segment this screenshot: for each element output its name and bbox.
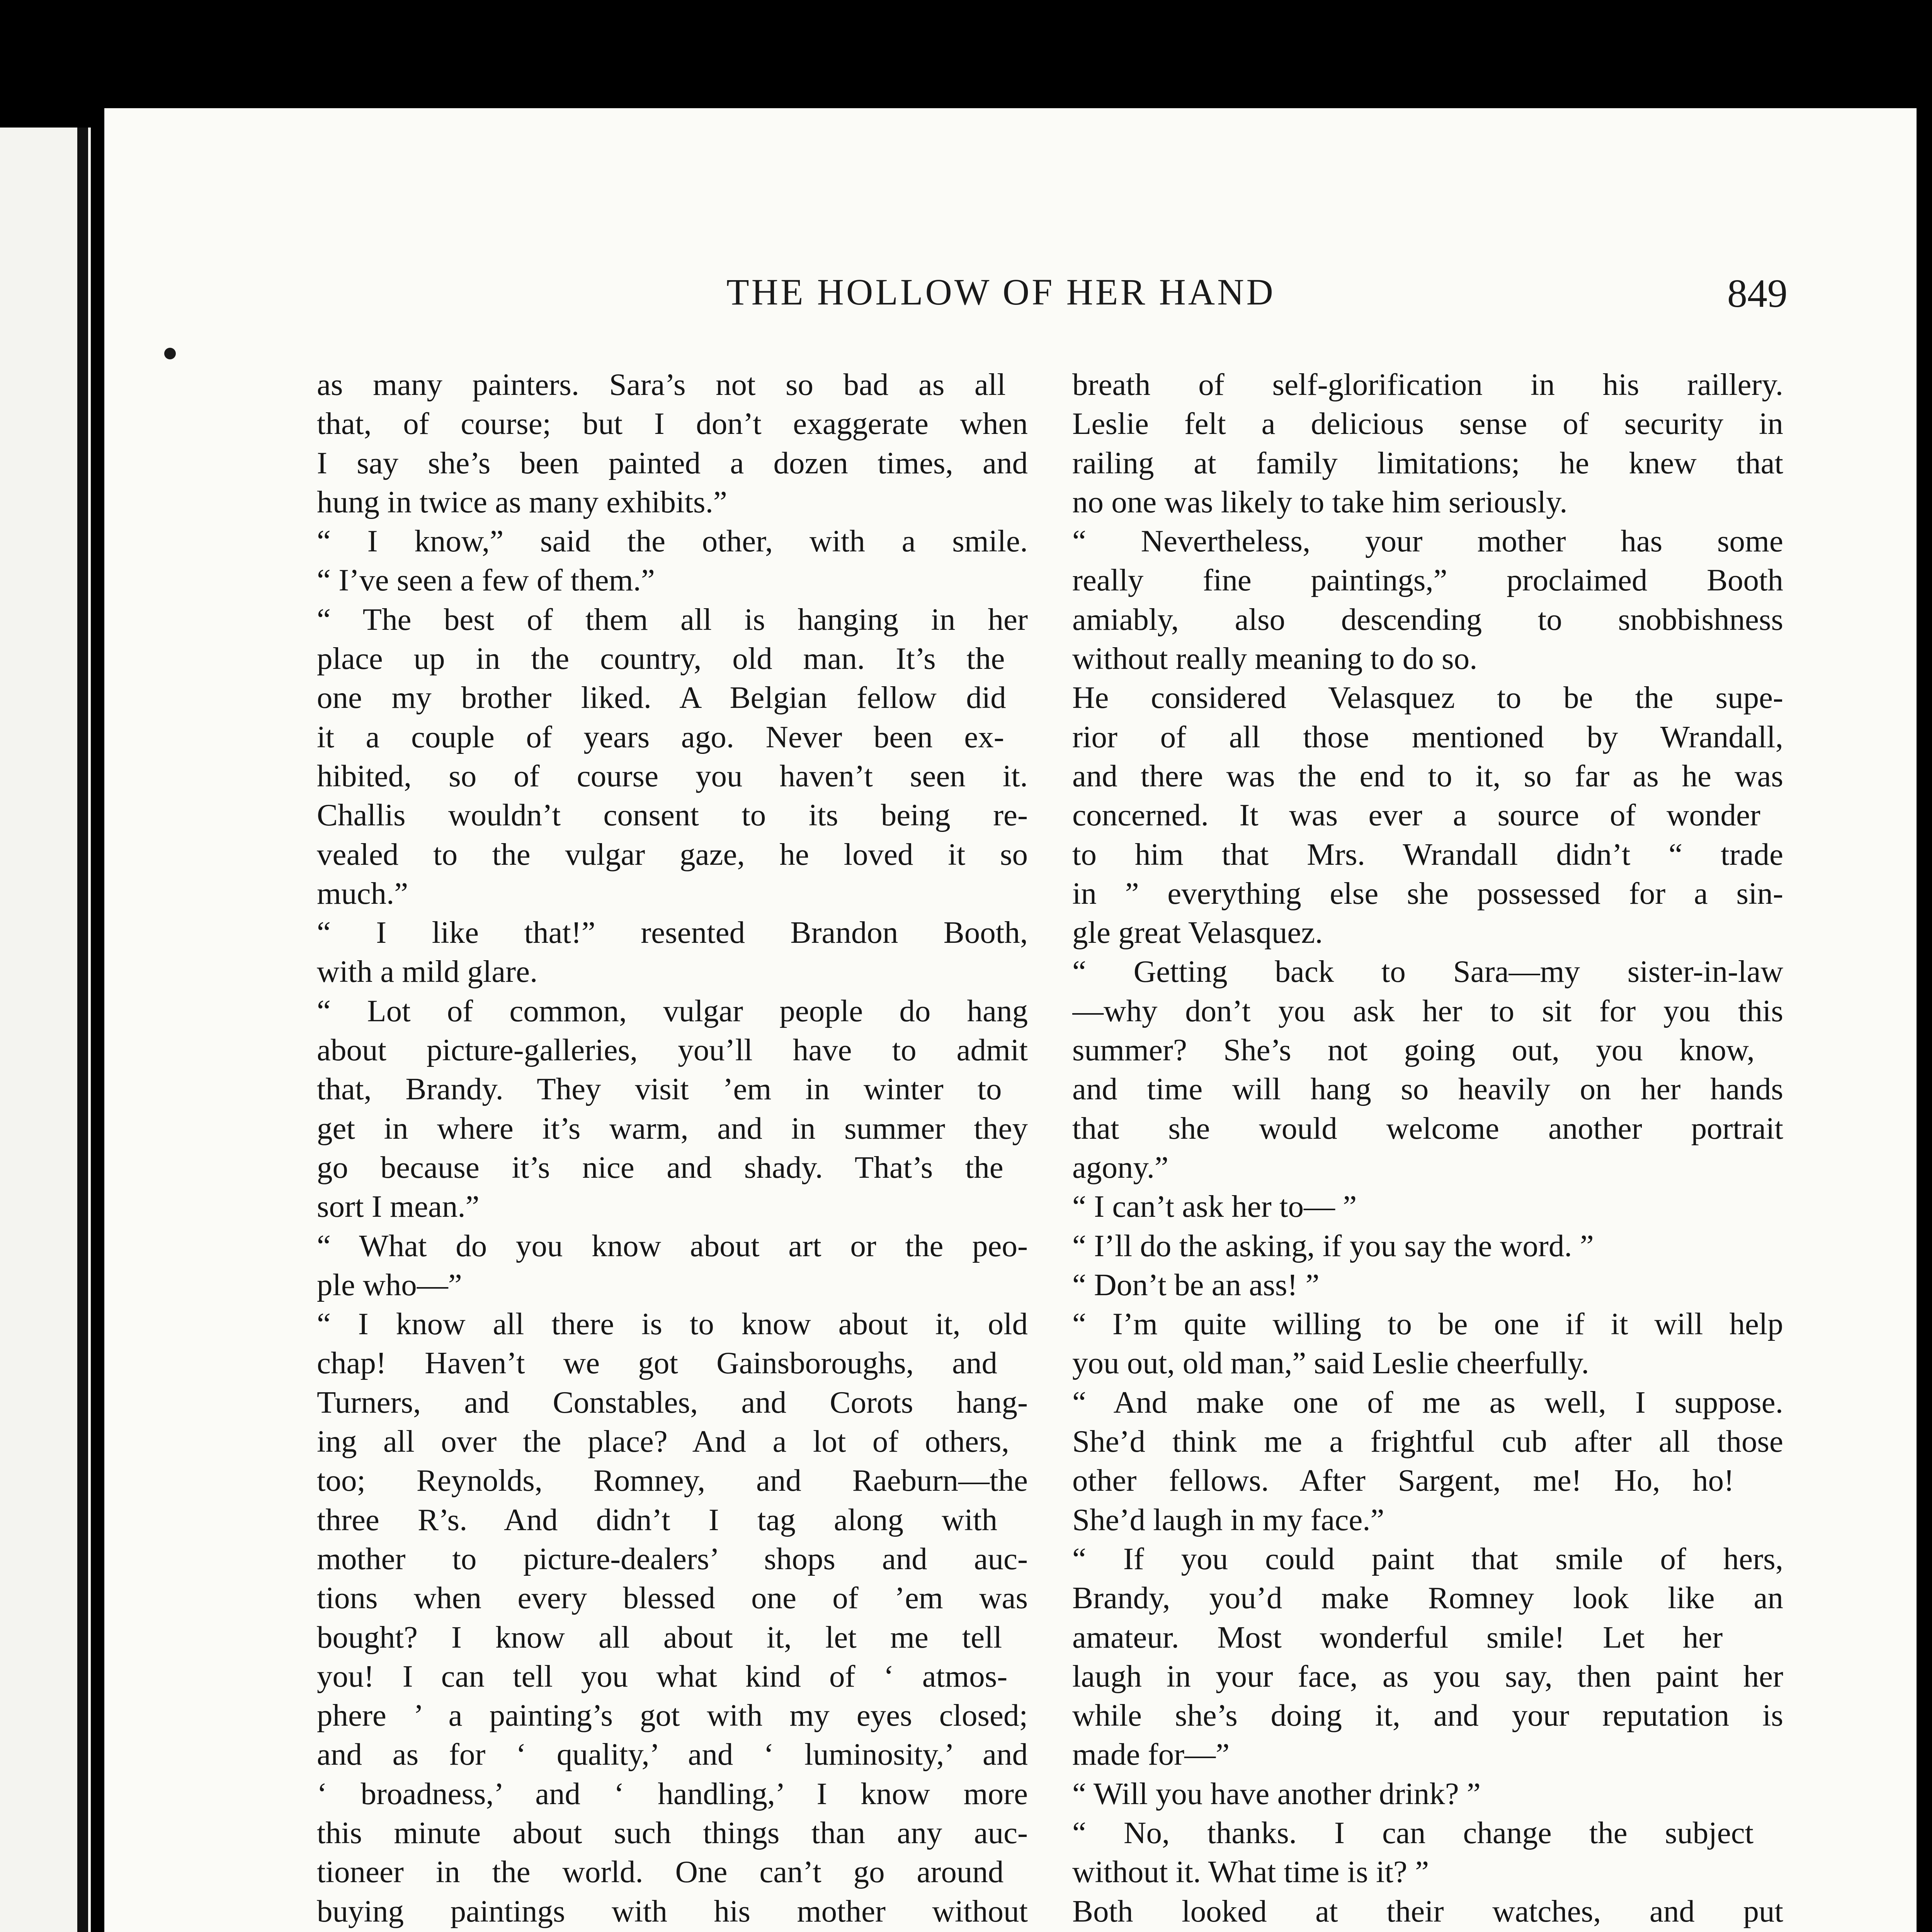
text-line: gle great Velasquez.: [1072, 915, 1323, 950]
text-line: buying paintings with his mother without: [317, 1893, 1028, 1929]
text-line: rior of all those mentioned by Wrandall,: [1072, 719, 1783, 754]
text-line: “ Will you have another drink? ”: [1072, 1776, 1481, 1811]
text-line: other fellows. After Sargent, me! Ho, ho!: [1072, 1463, 1735, 1498]
text-line: you! I can tell you what kind of ‘ atmos-: [317, 1658, 1008, 1694]
text-line: in ” everything else she possessed for a sin-: [1072, 876, 1783, 911]
text-line: Turners, and Constables, and Corots hang-: [317, 1384, 1028, 1420]
text-line: that she would welcome another portrait: [1072, 1111, 1783, 1146]
text-line: breath of self-glorification in his raillery.: [1072, 367, 1783, 402]
text-line: made for—”: [1072, 1737, 1230, 1772]
text-line: Challis wouldn’t consent to its being re-: [317, 798, 1028, 833]
text-line: that, of course; but I don’t exaggerate when: [317, 406, 1028, 441]
text-line: “ Don’t be an ass! ”: [1072, 1267, 1320, 1302]
text-line: chap! Haven’t we got Gainsboroughs, and: [317, 1345, 998, 1381]
text-line: hibited, so of course you haven’t seen it.: [317, 758, 1028, 793]
text-line: about picture-galleries, you’ll have to admit: [317, 1032, 1028, 1068]
text-line: and as for ‘ quality,’ and ‘ luminosity,’ and: [317, 1737, 1028, 1772]
text-line: without really meaning to do so.: [1072, 641, 1478, 676]
text-line: ple who—”: [317, 1267, 462, 1302]
text-line: Leslie felt a delicious sense of security in: [1072, 406, 1783, 441]
text-line: with a mild glare.: [317, 954, 538, 989]
text-line: “ I know all there is to know about it, old: [317, 1306, 1028, 1342]
text-line: “ I’ll do the asking, if you say the word. ”: [1072, 1228, 1594, 1263]
text-line: three R’s. And didn’t I tag along with: [317, 1502, 998, 1537]
text-line: phere ’ a painting’s got with my eyes closed;: [317, 1698, 1028, 1733]
text-line: “ I know,” said the other, with a smile.: [317, 524, 1028, 559]
text-line: “ And make one of me as well, I suppose.: [1072, 1384, 1783, 1420]
text-line: get in where it’s warm, and in summer they: [317, 1111, 1028, 1146]
left-text-column: [317, 365, 1028, 1932]
text-line: go because it’s nice and shady. That’s the: [317, 1150, 1003, 1185]
text-line: and there was the end to it, so far as he was: [1072, 758, 1783, 793]
text-line: railing at family limitations; he knew that: [1072, 445, 1783, 480]
ink-speck: [164, 348, 176, 359]
text-line: ing all over the place? And a lot of others,: [317, 1424, 1009, 1459]
book-spine-shadow: [77, 128, 88, 1932]
text-line: as many painters. Sara’s not so bad as all: [317, 367, 1006, 402]
text-line: concerned. It was ever a source of wonder: [1072, 798, 1760, 833]
text-line: “ I can’t ask her to— ”: [1072, 1189, 1357, 1224]
text-line: sort I mean.”: [317, 1189, 480, 1224]
text-line: agony.”: [1072, 1150, 1168, 1185]
text-line: Both looked at their watches, and put: [1072, 1893, 1783, 1929]
text-line: “ No, thanks. I can change the subject: [1072, 1815, 1754, 1850]
text-line: bought? I know all about it, let me tell: [317, 1619, 1002, 1655]
text-line: hung in twice as many exhibits.”: [317, 484, 727, 519]
text-line: “ If you could paint that smile of hers,: [1072, 1541, 1783, 1576]
right-text-column: [1072, 365, 1783, 1932]
text-line: summer? She’s not going out, you know,: [1072, 1032, 1755, 1068]
text-line: you out, old man,” said Leslie cheerfully.: [1072, 1345, 1589, 1381]
text-line: ‘ broadness,’ and ‘ handling,’ I know more: [317, 1776, 1028, 1811]
text-line: too; Reynolds, Romney, and Raeburn—the: [317, 1463, 1028, 1498]
running-header-title: THE HOLLOW OF HER HAND: [726, 271, 1276, 313]
text-line: no one was likely to take him seriously.: [1072, 484, 1568, 519]
text-line: place up in the country, old man. It’s the: [317, 641, 1005, 676]
text-line: tioneer in the world. One can’t go around: [317, 1854, 1004, 1889]
text-line: to him that Mrs. Wrandall didn’t “ trade: [1072, 837, 1783, 872]
text-line: mother to picture-dealers’ shops and auc-: [317, 1541, 1028, 1576]
text-line: it a couple of years ago. Never been ex-: [317, 719, 1004, 754]
text-line: amiably, also descending to snobbishness: [1072, 602, 1783, 637]
text-line: He considered Velasquez to be the supe-: [1072, 680, 1783, 715]
text-line: “ I’m quite willing to be one if it will help: [1072, 1306, 1783, 1342]
text-line: tions when every blessed one of ’em was: [317, 1580, 1028, 1616]
text-line: this minute about such things than any auc-: [317, 1815, 1028, 1850]
text-line: amateur. Most wonderful smile! Let her: [1072, 1619, 1723, 1655]
text-line: really fine paintings,” proclaimed Booth: [1072, 563, 1783, 598]
text-line: while she’s doing it, and your reputation is: [1072, 1698, 1783, 1733]
text-line: Brandy, you’d make Romney look like an: [1072, 1580, 1783, 1616]
text-line: “ Nevertheless, your mother has some: [1072, 524, 1783, 559]
text-line: one my brother liked. A Belgian fellow did: [317, 680, 1006, 715]
text-line: that, Brandy. They visit ’em in winter to: [317, 1071, 1002, 1107]
text-line: She’d think me a frightful cub after all those: [1072, 1424, 1783, 1459]
text-line: “ Lot of common, vulgar people do hang: [317, 993, 1028, 1028]
text-line: vealed to the vulgar gaze, he loved it so: [317, 837, 1028, 872]
text-line: “ What do you know about art or the peo-: [317, 1228, 1028, 1263]
text-line: “ I’ve seen a few of them.”: [317, 563, 655, 598]
text-line: much.”: [317, 876, 408, 911]
text-line: and time will hang so heavily on her hands: [1072, 1071, 1783, 1107]
text-line: “ Getting back to Sara—my sister-in-law: [1072, 954, 1783, 989]
text-line: She’d laugh in my face.”: [1072, 1502, 1384, 1537]
text-line: “ I like that!” resented Brandon Booth,: [317, 915, 1028, 950]
text-line: —why don’t you ask her to sit for you this: [1072, 993, 1783, 1028]
text-line: laugh in your face, as you say, then paint her: [1072, 1658, 1783, 1694]
text-line: “ The best of them all is hanging in her: [317, 602, 1028, 637]
text-line: I say she’s been painted a dozen times, and: [317, 445, 1028, 480]
text-line: without it. What time is it? ”: [1072, 1854, 1429, 1889]
page-number: 849: [1727, 271, 1787, 316]
